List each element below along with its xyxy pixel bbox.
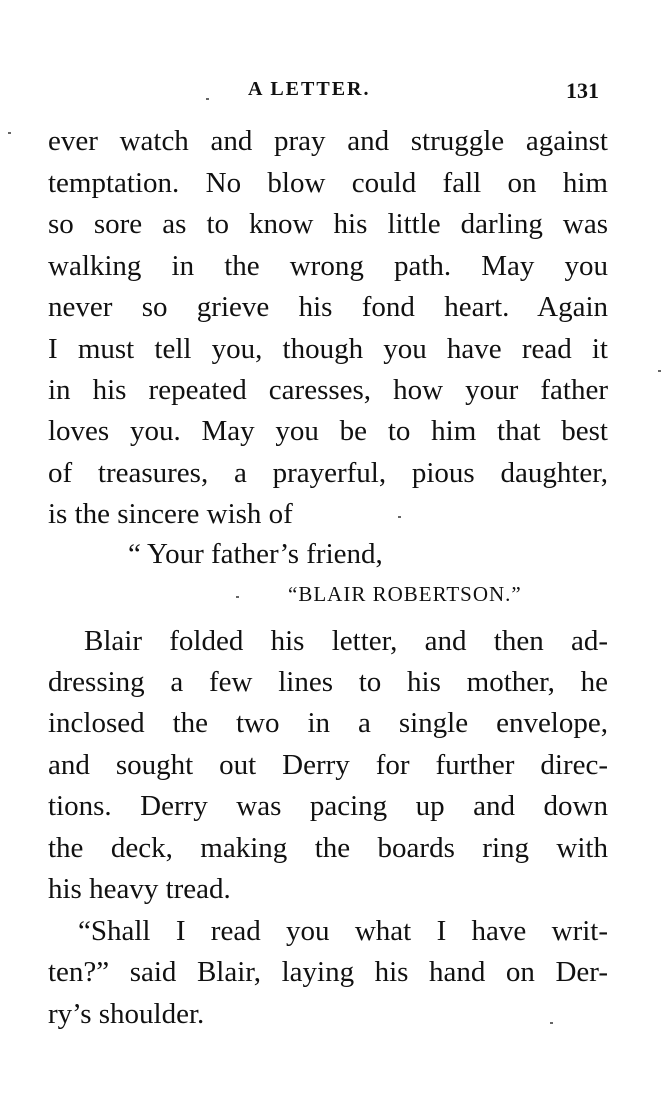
text-line: ten?” said Blair, laying his hand on Der- (48, 956, 608, 988)
text-line: tions. Derry was pacing up and down (48, 790, 608, 822)
text-line: loves you. May you be to him that best (48, 415, 608, 447)
text-line: dressing a few lines to his mother, he (48, 666, 608, 698)
running-title: A LETTER. (248, 78, 371, 100)
page-header (0, 78, 668, 108)
text-line: and sought out Derry for further direc- (48, 749, 608, 781)
text-line: ever watch and pray and struggle against (48, 125, 608, 157)
text-line: temptation. No blow could fall on him (48, 167, 608, 199)
signature-closing: “ Your father’s friend, (128, 538, 383, 570)
text-line: inclosed the two in a single envelope, (48, 707, 608, 739)
scan-speck (8, 132, 11, 134)
signature-name: “BLAIR ROBERTSON.” (288, 582, 522, 606)
text-line: the deck, making the boards ring with (48, 832, 608, 864)
scan-speck (658, 370, 661, 372)
scan-speck (550, 1022, 553, 1024)
text-line: I must tell you, though you have read it (48, 333, 608, 365)
scan-speck (236, 596, 239, 598)
page-number: 131 (566, 78, 599, 103)
text-line: in his repeated caresses, how your father (48, 374, 608, 406)
text-line: “Shall I read you what I have writ- (78, 915, 608, 947)
text-line: ry’s shoulder. (48, 998, 205, 1030)
text-line: of treasures, a prayerful, pious daughter, (48, 457, 608, 489)
text-line: his heavy tread. (48, 873, 231, 905)
text-line: walking in the wrong path. May you (48, 250, 608, 282)
text-line: Blair folded his letter, and then ad- (84, 625, 608, 657)
text-line: never so grieve his fond heart. Again (48, 291, 608, 323)
text-line: so sore as to know his little darling was (48, 208, 608, 240)
scan-speck (206, 98, 209, 100)
scan-speck (398, 516, 401, 518)
text-line: is the sincere wish of (48, 498, 293, 530)
